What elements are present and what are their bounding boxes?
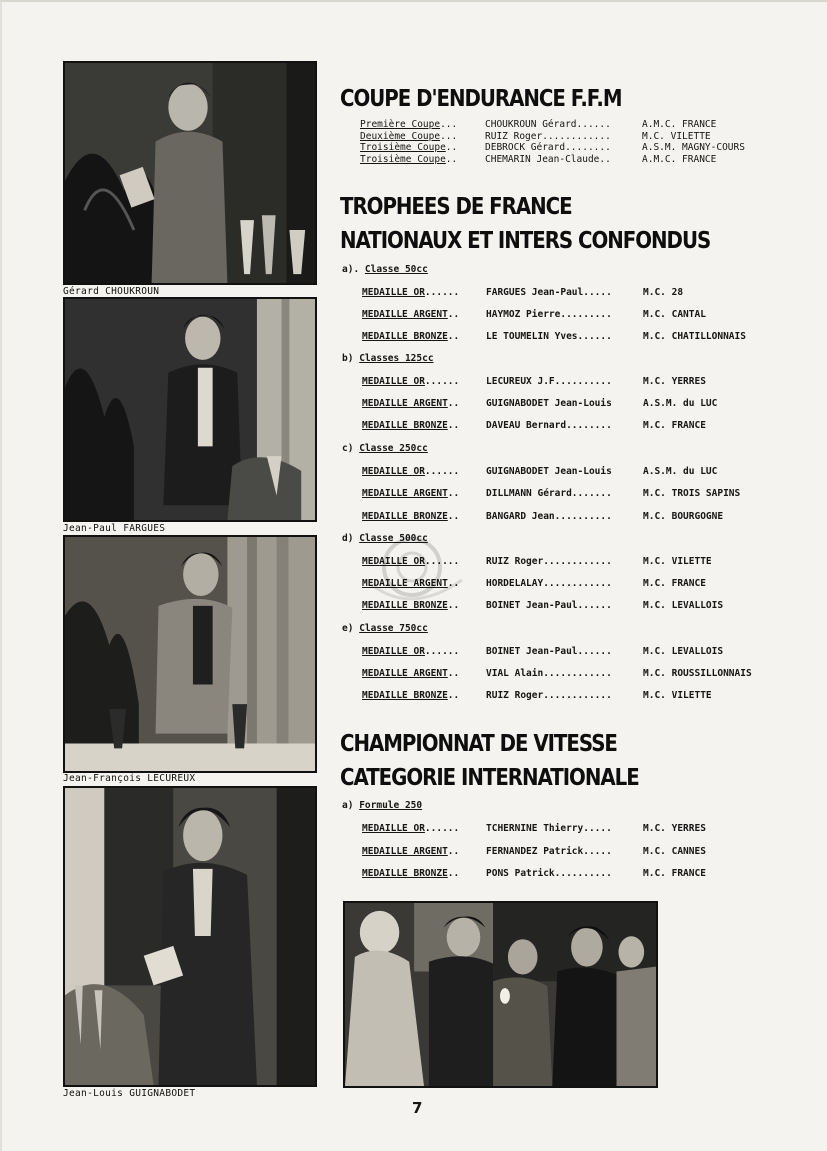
photo-jean-paul-fargues <box>63 297 317 522</box>
photo-gerard-choukroun <box>63 61 317 285</box>
caption-photo-2: Jean-Paul FARGUES <box>63 523 166 534</box>
medal-row: MEDAILLE OR...... RUIZ Roger............ M.C. VILETTE <box>362 556 712 567</box>
class-heading: e) Classe 750cc <box>342 623 428 634</box>
class-heading: a). Classe 50cc <box>342 264 428 275</box>
medal-row: MEDAILLE BRONZE.. DAVEAU Bernard........ M.C. FRANCE <box>362 420 706 431</box>
photo-jean-francois-lecureux <box>63 535 317 773</box>
coupe-name: DEBROCK Gérard........ <box>485 142 611 154</box>
medal-row: MEDAILLE BRONZE.. BANGARD Jean.......... M.C. BOURGOGNE <box>362 511 724 522</box>
medal-row: MEDAILLE OR...... TCHERNINE Thierry..... M.C. YERRES <box>362 823 706 834</box>
class-heading: b) Classes 125cc <box>342 353 434 364</box>
coupe-dots: .. <box>445 153 458 165</box>
formula-heading: a) Formule 250 <box>342 800 423 811</box>
coupe-club: A.S.M. MAGNY-COURS <box>642 142 745 154</box>
medal-row: MEDAILLE ARGENT.. DILLMANN Gérard....... M.C. TROIS SAPINS <box>362 488 741 499</box>
medal-row: MEDAILLE ARGENT.. HAYMOZ Pierre......... M.C. CANTAL <box>362 309 706 320</box>
coupe-row <box>360 154 745 166</box>
medal-row: MEDAILLE ARGENT.. GUIGNABODET Jean-Louis A.S.M. du LUC <box>362 398 718 409</box>
coupe-table <box>360 119 745 165</box>
coupe-dots: .. <box>445 142 458 154</box>
medal-row: MEDAILLE BRONZE.. BOINET Jean-Paul...... M.C. LEVALLOIS <box>362 600 724 611</box>
class-heading: d) Classe 500cc <box>342 533 428 544</box>
medal-row: MEDAILLE ARGENT.. FERNANDEZ Patrick..... M.C. CANNES <box>362 846 706 857</box>
medal-row: MEDAILLE ARGENT.. HORDELALAY............ M.C. FRANCE <box>362 578 706 589</box>
heading-trophees-line1: TROPHEES DE FRANCE <box>340 194 572 220</box>
medal-row: MEDAILLE OR...... LECUREUX J.F.......... M.C. YERRES <box>362 376 706 387</box>
medal-row: MEDAILLE BRONZE.. LE TOUMELIN Yves...... M.C. CHATILLONNAIS <box>362 331 746 342</box>
caption-photo-4: Jean-Louis GUIGNABODET <box>63 1088 196 1099</box>
class-heading: c) Classe 250cc <box>342 443 428 454</box>
coupe-club: A.M.C. FRANCE <box>642 119 717 130</box>
medal-row: MEDAILLE BRONZE.. RUIZ Roger............ M.C. VILETTE <box>362 690 712 701</box>
coupe-rank: Deuxième Coupe <box>360 130 441 142</box>
coupe-row <box>360 119 745 131</box>
coupe-dots: ... <box>440 130 458 142</box>
coupe-row <box>360 131 745 143</box>
photo-group <box>343 901 658 1088</box>
medal-row: MEDAILLE OR...... BOINET Jean-Paul...... M.C. LEVALLOIS <box>362 646 724 657</box>
coupe-name: CHEMARIN Jean-Claude.. <box>485 153 611 165</box>
medal-row: MEDAILLE OR...... FARGUES Jean-Paul..... M.C. 28 <box>362 287 684 298</box>
coupe-club: M.C. VILETTE <box>642 130 711 142</box>
medal-row: MEDAILLE OR...... GUIGNABODET Jean-Louis A.S.M. du LUC <box>362 466 718 477</box>
page-number: 7 <box>412 1099 423 1117</box>
coupe-club: A.M.C. FRANCE <box>642 153 717 165</box>
heading-coupe-endurance: COUPE D'ENDURANCE F.F.M <box>340 86 622 112</box>
coupe-rank: Première Coupe <box>360 119 441 130</box>
coupe-row <box>360 142 745 154</box>
medal-row: MEDAILLE BRONZE.. PONS Patrick.......... M.C. FRANCE <box>362 868 706 879</box>
photo-jean-louis-guignabodet <box>63 786 317 1087</box>
heading-championnat-line2: CATEGORIE INTERNATIONALE <box>340 765 639 791</box>
coupe-name: RUIZ Roger............ <box>485 130 611 142</box>
heading-trophees-line2: NATIONAUX ET INTERS CONFONDUS <box>340 228 711 254</box>
caption-photo-1: Gérard CHOUKROUN <box>63 286 160 297</box>
coupe-rank: Troisième Coupe <box>360 142 446 154</box>
coupe-rank: Troisième Coupe <box>360 153 446 165</box>
coupe-dots: ... <box>440 119 458 130</box>
caption-photo-3: Jean-François LECUREUX <box>63 773 196 784</box>
medal-row: MEDAILLE ARGENT.. VIAL Alain............ M.C. ROUSSILLONNAIS <box>362 668 752 679</box>
coupe-name: CHOUKROUN Gérard...... <box>485 119 611 130</box>
heading-championnat-line1: CHAMPIONNAT DE VITESSE <box>340 731 617 757</box>
